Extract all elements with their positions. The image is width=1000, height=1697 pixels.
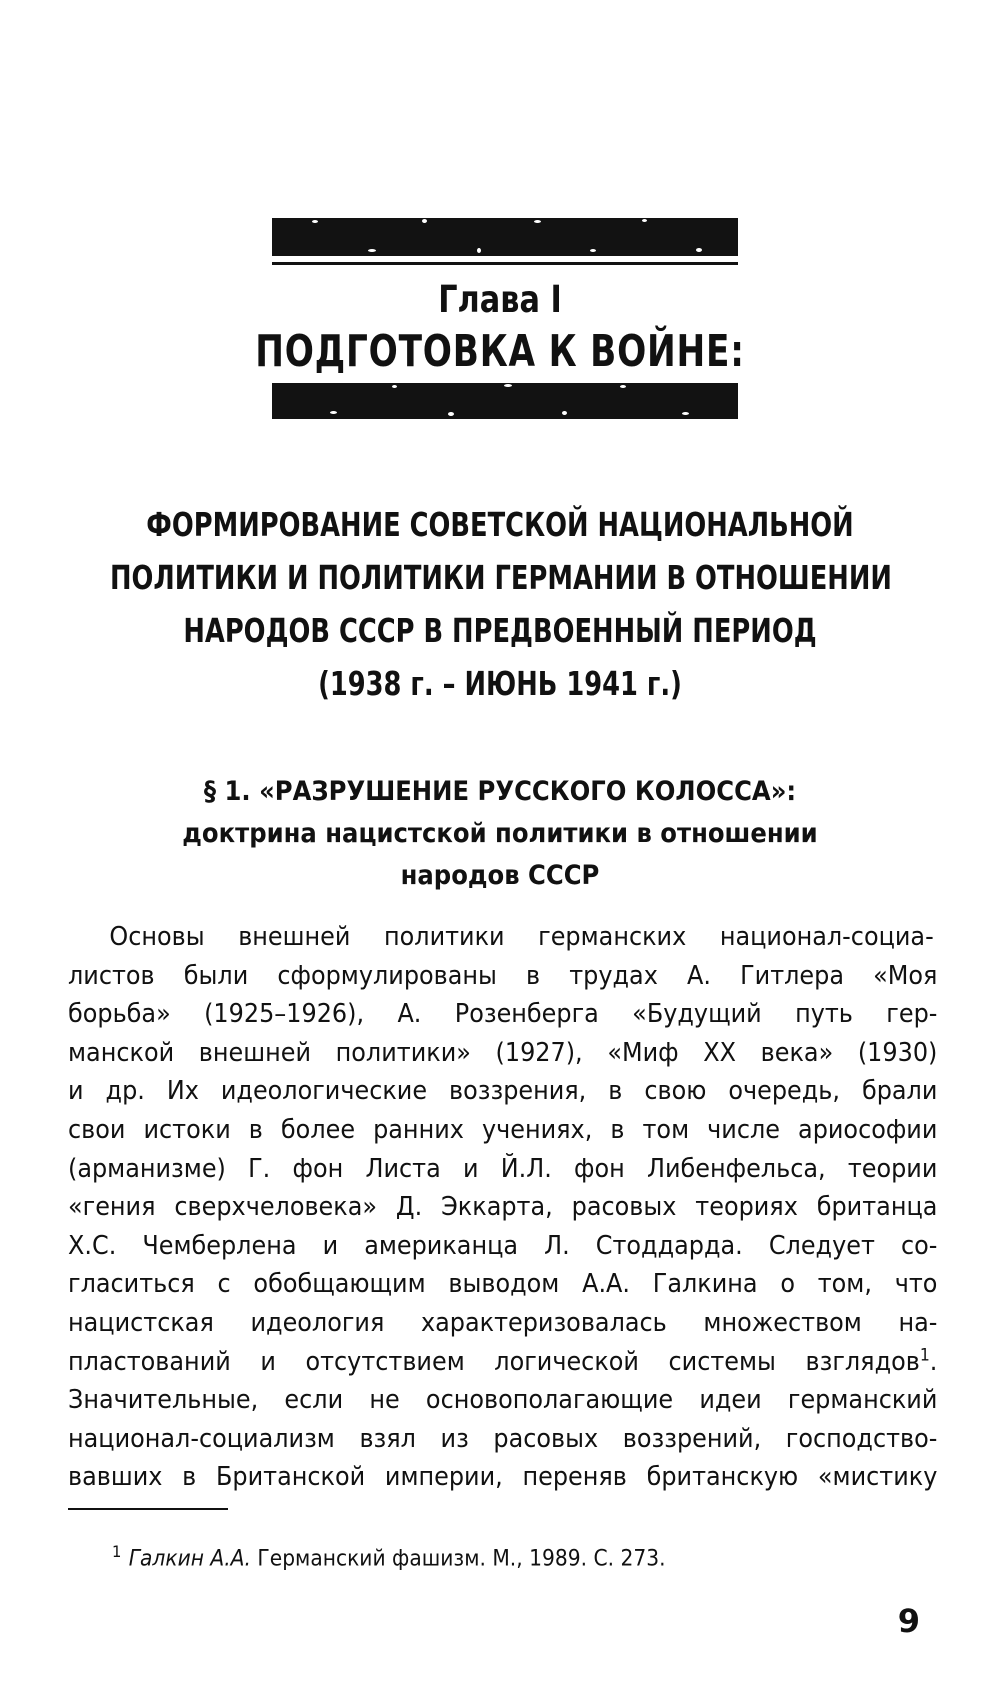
page-number: 9 — [897, 1602, 920, 1640]
body-line: (арманизме) Г. фон Листа и Й.Л. фон Либенфельса, теории — [68, 1153, 938, 1184]
body-line: манской внешней политики» (1927), «Миф ХХ века» (1930) — [68, 1037, 938, 1068]
chapter-ornament-top — [272, 218, 738, 256]
body-line: гласиться с обобщающим выводом А.А. Галкина о том, что — [68, 1269, 938, 1300]
body-line: Значительные, если не основополагающие идеи германский — [68, 1385, 938, 1416]
body-line: вавших в Британской империи, переняв британскую «мистику — [68, 1462, 938, 1493]
body-line: Х.С. Чемберлена и американца Л. Стоддарда. Следует со- — [68, 1230, 938, 1261]
body-line: Основы внешней политики германских национал-социа- — [109, 922, 934, 952]
footnote-separator — [68, 1508, 228, 1510]
section-heading-line: НАРОДОВ СССР В ПРЕДВОЕННЫЙ ПЕРИОД — [183, 611, 817, 650]
body-line: и др. Их идеологические воззрения, в свою очередь, брали — [68, 1076, 938, 1107]
footnote-text: Германский фашизм. М., 1989. С. 273. — [257, 1546, 666, 1572]
body-line: национал-социализм взял из расовых воззрений, господство- — [68, 1423, 938, 1454]
body-line: «гения сверхчеловека» Д. Эккарта, расовых теориях британца — [68, 1192, 938, 1223]
body-line-text: пластований и отсутствием логической системы взглядов — [68, 1346, 920, 1377]
section-heading-line: ПОЛИТИКИ И ПОЛИТИКИ ГЕРМАНИИ В ОТНОШЕНИИ — [110, 558, 892, 597]
paragraph-heading-line: народов СССР — [400, 860, 600, 891]
footnote — [112, 1542, 666, 1571]
body-line: листов были сформулированы в трудах А. Гитлера «Моя — [68, 960, 938, 991]
paragraph-heading — [50, 771, 950, 897]
footnote-author: Галкин А.А. — [128, 1546, 251, 1572]
footnote-mark: 1 — [112, 1542, 122, 1561]
paragraph-heading-line: доктрина нацистской политики в отношении — [182, 818, 818, 849]
chapter-title: ПОДГОТОВКА К ВОЙНЕ: — [255, 326, 745, 377]
footnote-reference[interactable]: 1 — [919, 1344, 930, 1365]
body-line: свои истоки в более ранних учениях, в том числе ариософии — [68, 1114, 938, 1145]
section-heading-line: (1938 г. – ИЮНЬ 1941 г.) — [318, 664, 682, 703]
body-line: нацистская идеология характеризовалась множеством на- — [68, 1307, 938, 1338]
body-line-with-footnote: пластований и отсутствием логической системы взглядов$^1$. — [68, 1344, 938, 1377]
section-heading-line: ФОРМИРОВАНИЕ СОВЕТСКОЙ НАЦИОНАЛЬНОЙ — [146, 505, 854, 544]
body-text — [68, 918, 938, 1497]
body-line: борьба» (1925–1926), А. Розенберга «Будущий путь гер- — [68, 999, 938, 1030]
chapter-rule-top — [272, 262, 738, 265]
chapter-label: Глава I — [438, 278, 562, 321]
section-heading — [110, 498, 890, 710]
paragraph-heading-line: § 1. «РАЗРУШЕНИЕ РУССКОГО КОЛОССА»: — [203, 776, 797, 807]
chapter-ornament-bottom — [272, 383, 738, 419]
